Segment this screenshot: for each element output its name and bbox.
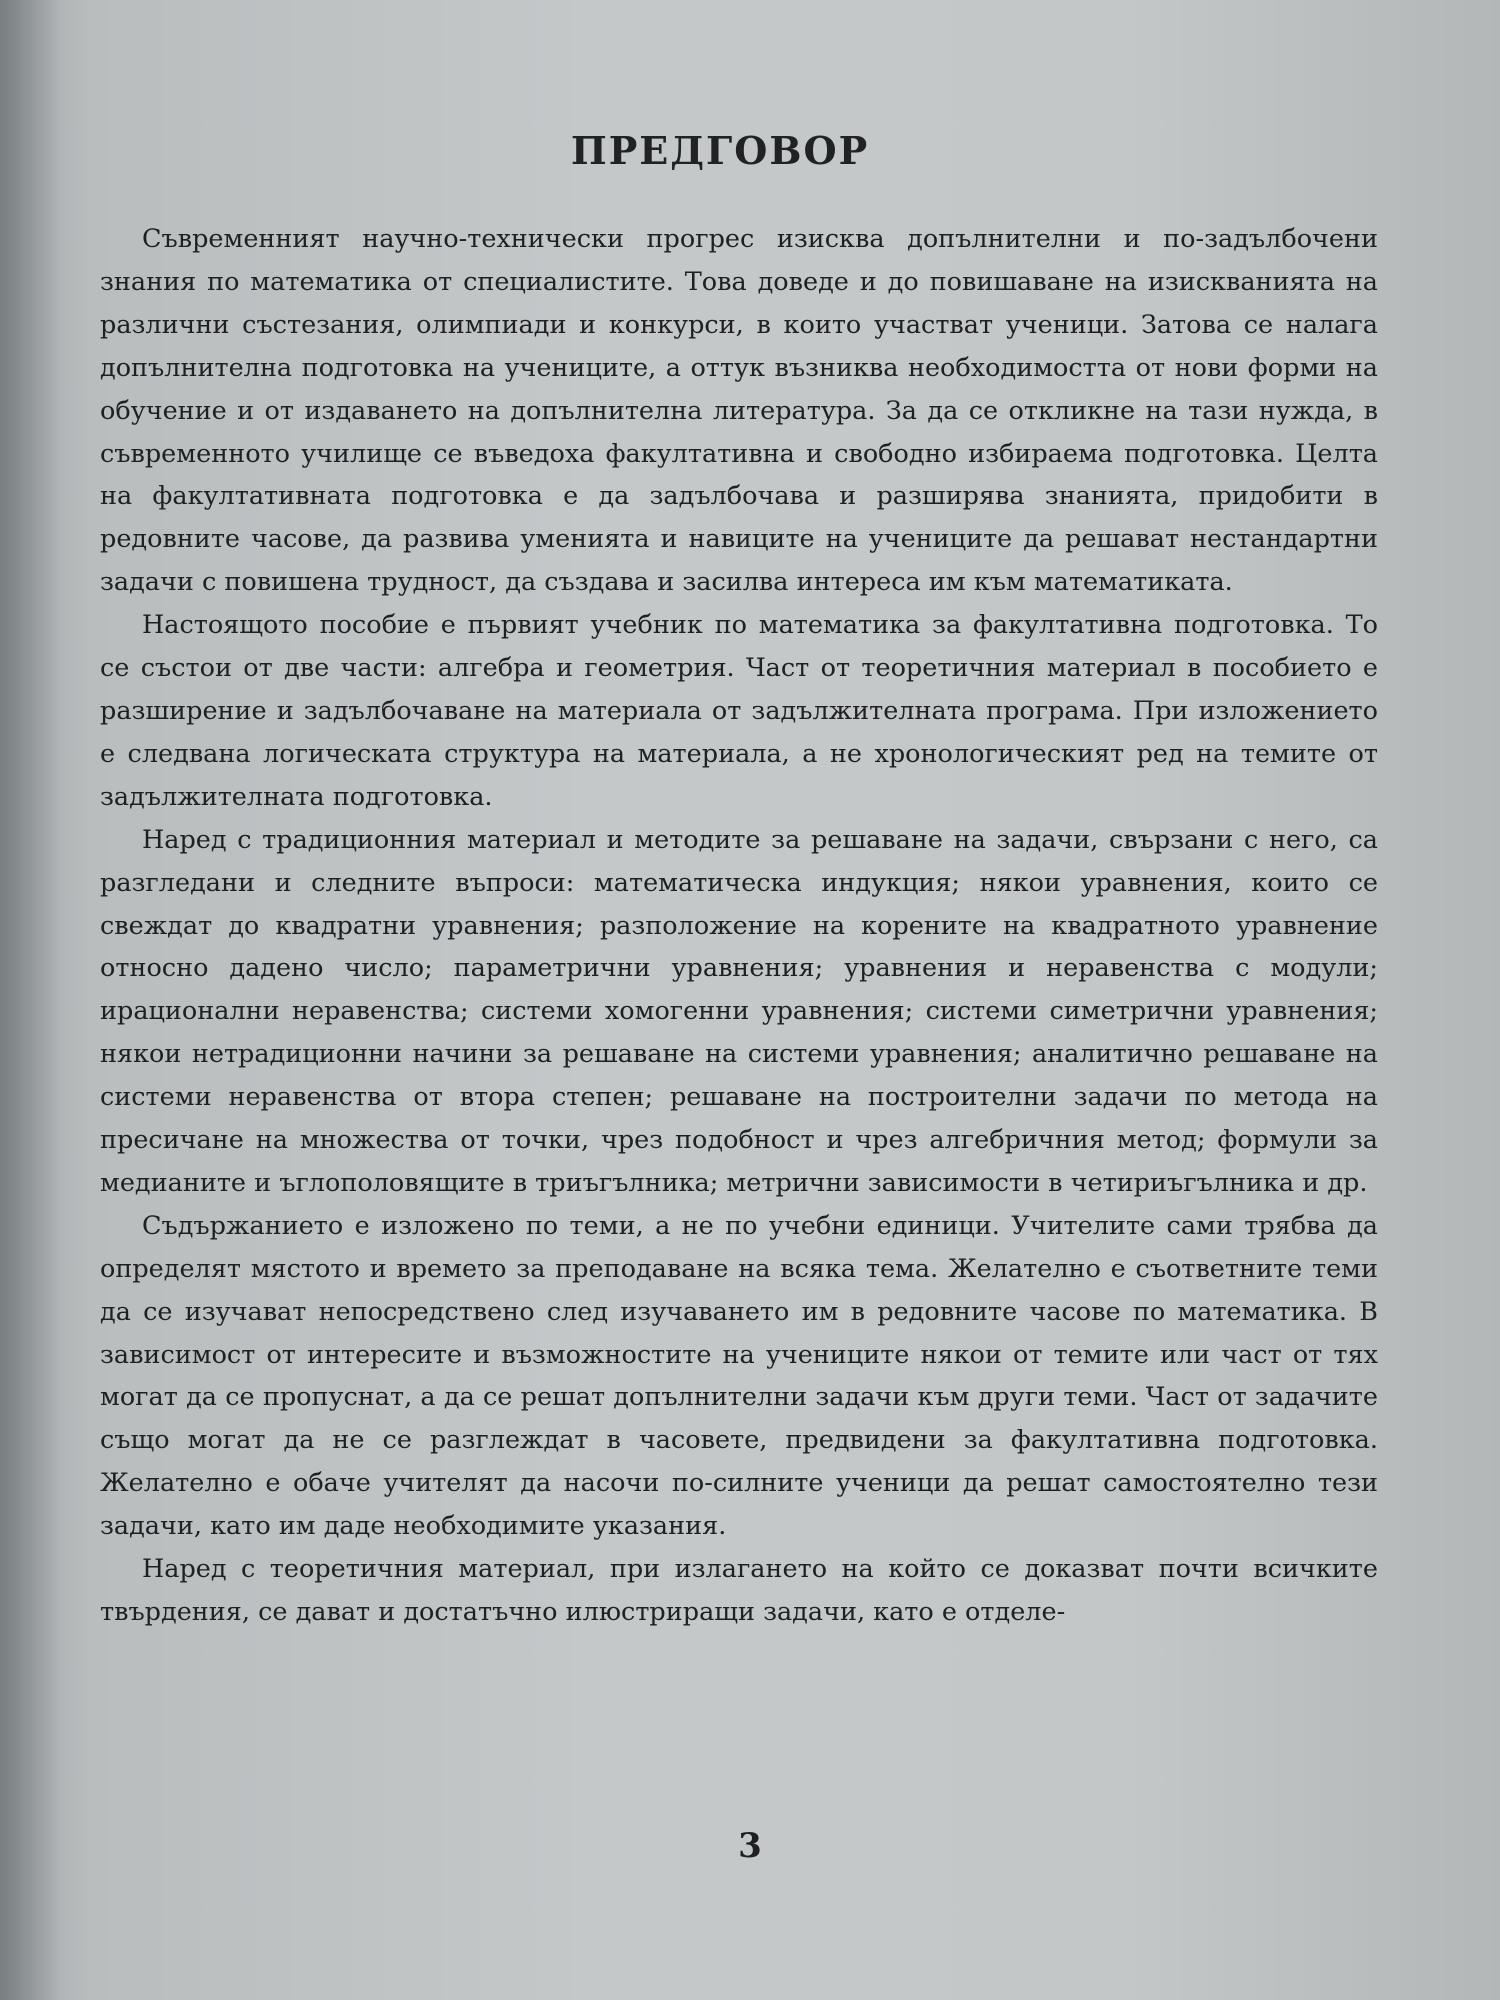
paragraph-4: Съдържанието е изложено по теми, а не по учебни единици. Учителите сами трябва да определят мястото и времето за преподаване на всяка тема. Желателно е съответните теми да се изучават непосредствено след изучаването им в редовните часове по математика. В зависимост от интересите и възможностите на учениците някои от темите или част от тях могат да се пропуснат, а да се решат допълнителни задачи към други теми. Част от задачите също могат да не се разглеждат в часовете, предвидени за факултативна подготовка. Желателно е обаче учителят да насочи по-силните ученици да решат самостоятелно тези задачи, като им даде необходимите указания. [100,1210,1378,1542]
paragraph-3: Наред с традиционния материал и методите за решаване на задачи, свързани с него, са разгледани и следните въпроси: математическа индукция; някои уравнения, които се свеждат до квадратни уравнения; разположение на корените на квадратното уравнение относно дадено число; параметрични уравнения; уравнения и неравенства с модули; ирационални неравенства; системи хомогенни уравнения; системи симетрични уравнения; някои нетрадиционни начини за решаване на системи уравнения; аналитично решаване на системи неравенства от втора степен; решаване на построителни задачи по метода на пресичане на множества от точки, чрез подобност и чрез алгебричния метод; формули за медианите и ъглополовящите в триъгълника; метрични зависимости в четириъгълника и др. [100,824,1378,1198]
paragraph-2: Настоящото пособие е първият учебник по математика за факултативна подготовка. То се състои от две части: алгебра и геометрия. Част от теоретичния материал в пособието е разширение и задълбочаване на материала от задължителната програма. При изложението е следвана логическата структура на материала, а не хронологическият ред на темите от задължителната подготовка. [100,610,1378,812]
preface-body [100,218,1378,1634]
paragraph-5: Наред с теоретичния материал, при излагането на който се доказват почти всичките твърдения, се дават и достатъчно илюстриращи задачи, като е отделе- [100,1554,1378,1627]
page-number: 3 [738,1826,762,1866]
page-title: ПРЕДГОВОР [570,128,870,173]
page-gutter-shadow [0,0,60,2000]
paragraph-1: Съвременният научно-технически прогрес изисква допълнителни и по-задълбочени знания по математика от специалистите. Това доведе и до повишаване на изискванията на различни състезания, олимпиади и конкурси, в които участват ученици. Затова се налага допълнителна подготовка на учениците, а оттук възниква необходимостта от нови форми на обучение и от издаването на допълнителна литература. За да се откликне на тази нужда, в съвременното училище се въведоха факултативна и свободно избираема подготовка. Целта на факултативната подготовка е да задълбочава и разширява знанията, придобити в редовните часове, да развива уменията и навиците на учениците да решават нестандартни задачи с повишена трудност, да създава и засилва интереса им към математиката. [100,224,1378,598]
